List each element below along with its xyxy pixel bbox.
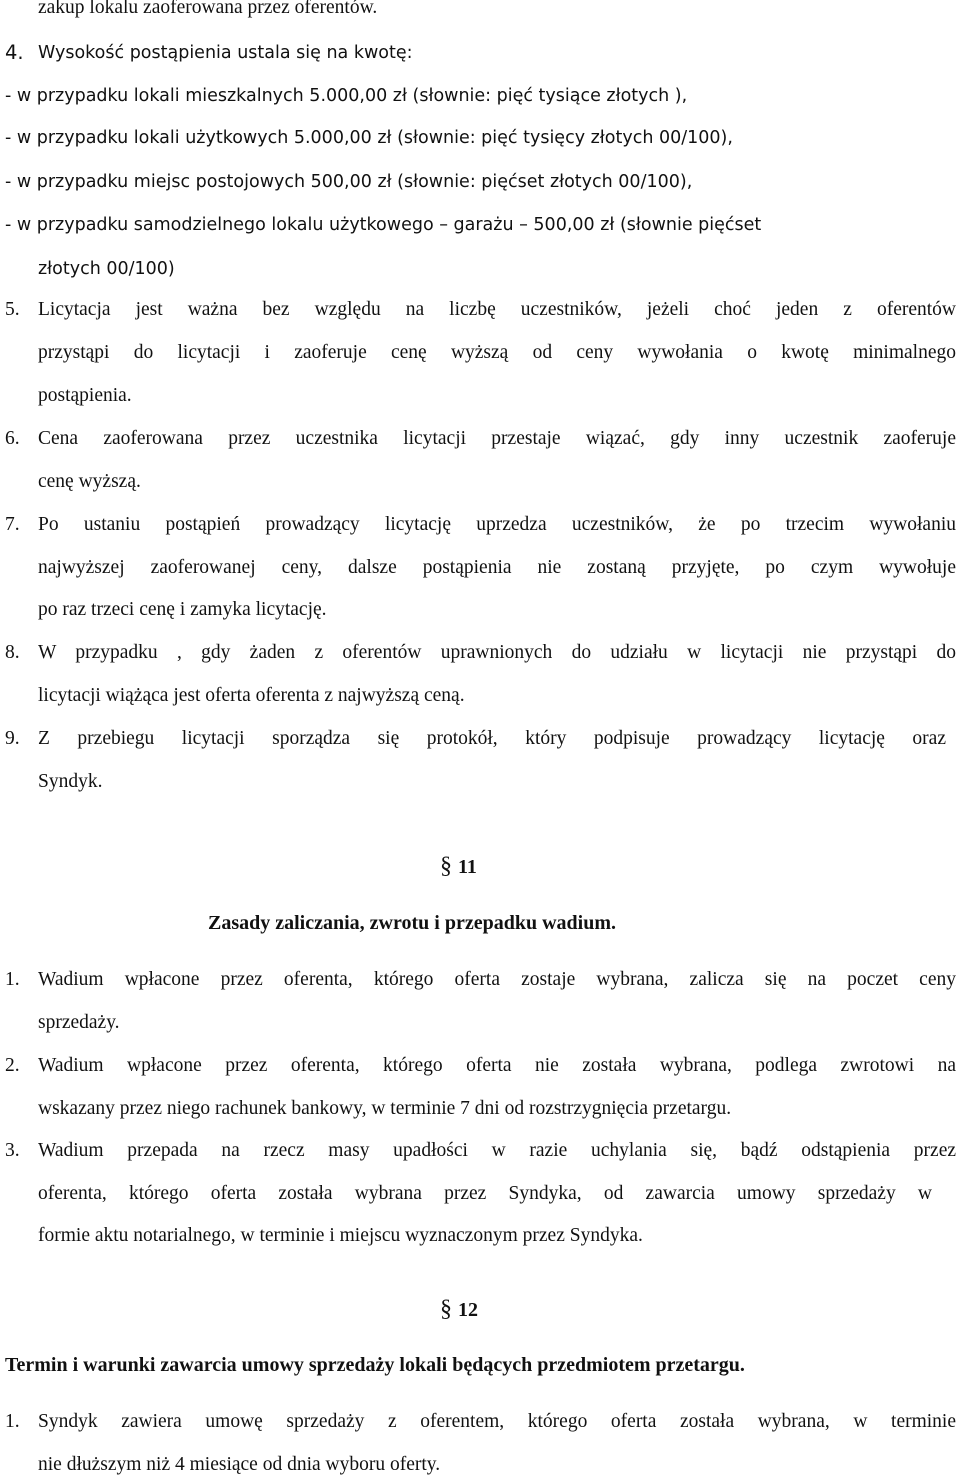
section-number-value: 12 <box>458 1299 478 1321</box>
section-sign: § <box>440 1296 452 1322</box>
item-text: Cena zaoferowana przez uczestnika licytacji przestaje wiązać, gdy inny uczestnik zaoferuje <box>38 428 956 449</box>
item-text: postąpienia. <box>38 385 132 406</box>
item-text: Po ustaniu postąpień prowadzący licytację uprzedza uczestników, że po trzecim wywołaniu <box>38 514 956 535</box>
item-text: przystąpi do licytacji i zaoferuje cenę wyższą od ceny wywołania o kwotę minimalnego <box>38 342 956 363</box>
section-title: Termin i warunki zawarcia umowy sprzedaży lokali będących przedmiotem przetargu. <box>5 1354 745 1376</box>
item-text: - w przypadku samodzielnego lokalu użytkowego – garażu – 500,00 zł (słownie pięćset <box>5 215 762 235</box>
item-number: 2. <box>5 1055 20 1076</box>
item-text: Wadium wpłacone przez oferenta, którego oferta zostaje wybrana, zalicza się na poczet ceny <box>38 969 956 990</box>
item-text: nie dłuższym niż 4 miesiące od dnia wyboru oferty. <box>38 1454 441 1475</box>
section-number <box>440 853 477 880</box>
item-text: Licytacja jest ważna bez względu na liczbę uczestników, jeżeli choć jeden z oferentów <box>38 299 956 320</box>
section-title: Zasady zaliczania, zwrotu i przepadku wadium. <box>208 912 616 934</box>
item-number: 1. <box>5 969 20 990</box>
item-number: 3. <box>5 1140 20 1161</box>
item-text: po raz trzeci cenę i zamyka licytację. <box>38 599 327 620</box>
item-text: oferenta, którego oferta została wybrana przez Syndyka, od zawarcia umowy sprzedaży w <box>38 1183 932 1204</box>
item-text: W przypadku , gdy żaden z oferentów uprawnionych do udziału w licytacji nie przystąpi do <box>38 642 956 663</box>
item-number: 4. <box>5 41 24 64</box>
section-number-value: 11 <box>458 856 477 878</box>
item-text: Syndyk zawiera umowę sprzedaży z oferentem, którego oferta została wybrana, w terminie <box>38 1411 956 1432</box>
item-text: - w przypadku miejsc postojowych 500,00 zł (słownie: pięćset złotych 00/100), <box>5 172 693 192</box>
item-text: sprzedaży. <box>38 1012 120 1033</box>
section-number <box>440 1296 478 1323</box>
item-text: złotych 00/100) <box>38 259 175 279</box>
item-number: 1. <box>5 1411 20 1432</box>
item-text: cenę wyższą. <box>38 471 141 492</box>
item-number: 7. <box>5 514 20 535</box>
item-number: 9. <box>5 728 20 749</box>
item-text: Wadium wpłacone przez oferenta, którego oferta nie została wybrana, podlega zwrotowi na <box>38 1055 956 1076</box>
item-text: wskazany przez niego rachunek bankowy, w terminie 7 dni od rozstrzygnięcia przetargu. <box>38 1098 732 1119</box>
paragraph-line: zakup lokalu zaoferowana przez oferentów. <box>38 0 378 18</box>
item-text: Wysokość postąpienia ustala się na kwotę: <box>38 43 413 63</box>
item-number: 5. <box>5 299 20 320</box>
item-text: najwyższej zaoferowanej ceny, dalsze postąpienia nie zostaną przyjęte, po czym wywołuje <box>38 557 956 578</box>
item-text: - w przypadku lokali mieszkalnych 5.000,00 zł (słownie: pięć tysiące złotych ), <box>5 86 688 106</box>
item-text: Z przebiegu licytacji sporządza się protokół, który podpisuje prowadzący licytację oraz <box>38 728 946 749</box>
item-number: 6. <box>5 428 20 449</box>
section-sign: § <box>440 853 452 879</box>
item-text: licytacji wiążąca jest oferta oferenta z najwyższą ceną. <box>38 685 465 706</box>
item-text: formie aktu notarialnego, w terminie i miejscu wyznaczonym przez Syndyka. <box>38 1225 643 1246</box>
item-text: Syndyk. <box>38 771 103 792</box>
item-number: 8. <box>5 642 20 663</box>
item-text: Wadium przepada na rzecz masy upadłości w razie uchylania się, bądź odstąpienia przez <box>38 1140 956 1161</box>
item-text: - w przypadku lokali użytkowych 5.000,00 zł (słownie: pięć tysięcy złotych 00/100), <box>5 128 733 148</box>
